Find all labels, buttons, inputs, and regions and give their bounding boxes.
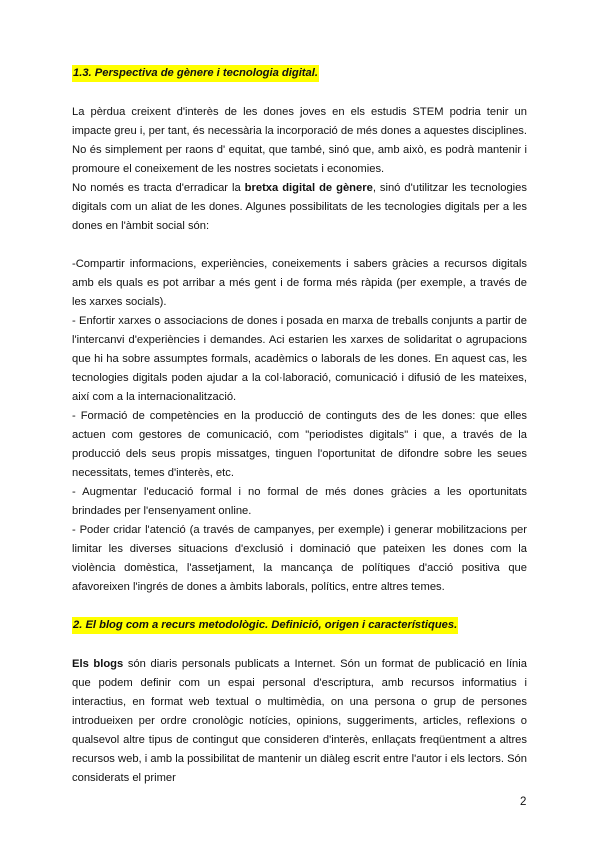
paragraph-stem-interest: La pèrdua creixent d'interès de les dones joves en els estudis STEM podria tenir un impacte greu i, per tant, és necessària la incorporació de més dones a aquestes disciplines. No és simplement per raons d' equitat, que també, sinó que, amb això, es podrà mantenir i promoure el coneixement de les nostres societats i economies. xyxy=(72,106,527,175)
list-item-networks: - Enfortir xarxes o associacions de dones i posada en marxa de treballs conjunts a partir de l'intercanvi d'experiències i demandes. Aci estarien les xarxes de solidaritat o agrupacions que hi ha sobre assumptes formals, acadèmics o laborals de les dones. En aquest cas, les tecnologies digitals poden ajudar a la col·laboració, comunicació i difusió de les mateixes, així com a la internacionalització. xyxy=(72,315,527,403)
bold-term-digital-gender-gap: bretxa digital de gènere xyxy=(244,182,373,194)
bold-term-blogs: Els blogs xyxy=(72,658,124,670)
section-heading-gender-digital: 1.3. Perspectiva de gènere i tecnologia digital. xyxy=(72,65,319,82)
paragraph-text: són diaris personals publicats a Internet. Són un format de publicació en línia que podem definir com un espai personal d'escriptura, amb recursos informatius i interactius, en format web textual o multimèdia, on una persona o grup de persones introdueixen per ordre cronològic notícies, opinions, suggeriments, articles, reflexions o qualsevol altre tipus de contingut que consideren d'interès, enllaçats freqüentment a altres recursos web, i amb la possibilitat de mantenir un diàleg escrit entre l'autor i els lectors. Són considerats el primer xyxy=(72,658,527,784)
list-item-campaigns: - Poder cridar l'atenció (a través de campanyes, per exemple) i generar mobilitzacions per limitar les diverses situacions d'exclusió i dominació que pateixen les dones com la violència domèstica, l'assetjament, la mancança de polítiques d'acció positiva que afavoreixen l'ingrés de dones a àmbits laborals, polítics, entre altres temes. xyxy=(72,524,527,593)
page-number: 2 xyxy=(520,796,527,808)
section-heading-blog: 2. El blog com a recurs metodològic. Definició, origen i característiques. xyxy=(72,617,458,634)
paragraph-text: No només es tracta d'erradicar la xyxy=(72,182,245,194)
list-item-content-production: - Formació de competències en la producció de continguts des de les dones: que elles actuen com gestores de comunicació, com "periodistes digitals" i que, a través de la producció dels seus propis missatges, tinguen l'oportunitat de difondre sobre les seues necessitats, temes d'interès, etc. xyxy=(72,410,527,479)
paragraph-text: , sinó d'utilitzar les tecnologies digitals com un aliat de les dones. Algunes possibilitats de les tecnologies digitals per a les dones en l'àmbit social són: xyxy=(72,182,527,232)
list-item-share-info: -Compartir informacions, experiències, coneixements i sabers gràcies a recursos digitals amb els quals es pot arribar a més gent i de forma més ràpida (per exemple, a través de les xarxes socials). xyxy=(72,258,527,308)
paragraph-digital-gap xyxy=(72,179,527,236)
paragraph-blogs-definition xyxy=(72,655,527,788)
page-content xyxy=(72,64,527,788)
list-item-education: - Augmentar l'educació formal i no formal de més dones gràcies a les oportunitats brindades per l'ensenyament online. xyxy=(72,486,527,517)
